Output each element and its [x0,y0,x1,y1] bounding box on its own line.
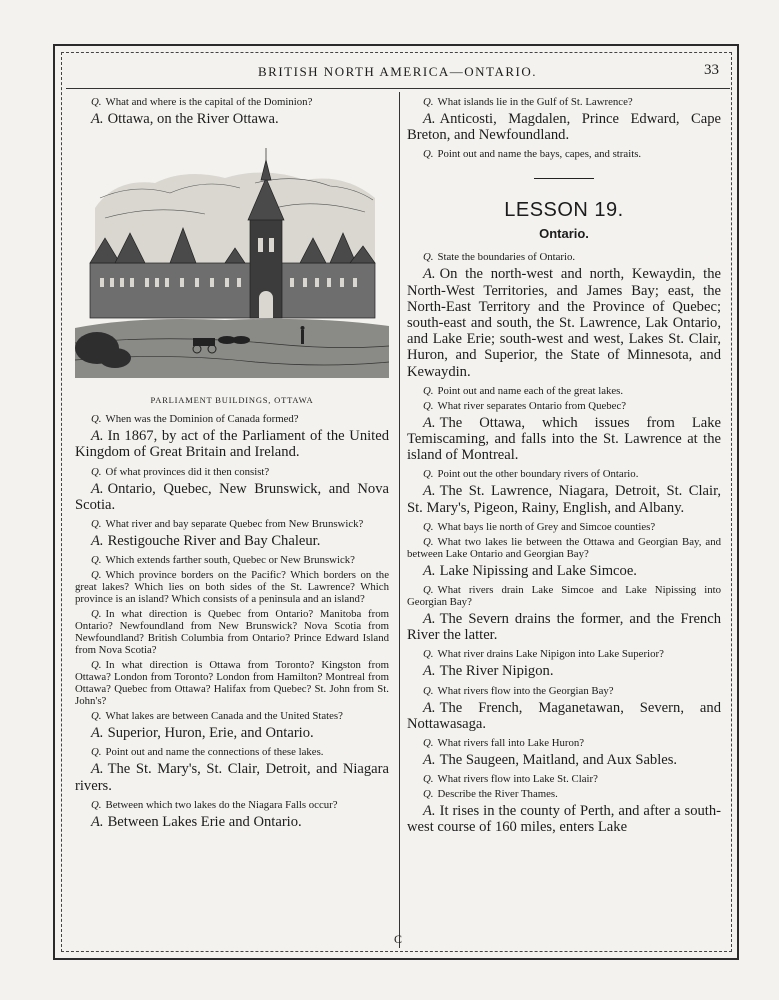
question-marker: Q. [423,773,434,786]
right-column-bottom [407,251,721,835]
answer-marker: A. [423,663,436,680]
question-marker: Q. [91,659,102,672]
question-marker: Q. [91,518,102,531]
header-rule [66,88,730,89]
entry-text: What river drains Lake Nipigon into Lake Superior? [437,648,664,661]
entry-text: The St. Lawrence, Niagara, Detroit, St. Clair, St. Mary's, Pigeon, Rainy, English, and Albany. [407,483,721,516]
entry-text: What lakes are between Canada and the United States? [105,710,343,723]
answer-marker: A. [91,480,104,497]
question-text [407,148,721,160]
left-column [75,96,389,835]
question-text [407,685,721,697]
entry-text: Lake Nipissing and Lake Simcoe. [439,562,637,579]
answer-marker: A. [91,428,104,445]
question-text [75,710,389,722]
entry-text: The St. Mary's, St. Clair, Detroit, and Niagara rivers. [75,761,389,794]
question-text [407,521,721,533]
answer-text [407,663,721,679]
entry-text: What two lakes lie between the Ottawa and Georgian Bay, and between Lake Ontario and Georgian Bay? [407,535,721,560]
answer-marker: A. [423,266,436,283]
question-marker: Q. [91,413,102,426]
question-marker: Q. [91,746,102,759]
question-marker: Q. [91,710,102,723]
answer-text [407,700,721,732]
parliament-buildings-illustration [75,138,389,388]
question-marker: Q. [423,648,434,661]
right-column [407,96,721,841]
answer-text [75,533,389,549]
question-marker: Q. [423,788,434,801]
entry-text: It rises in the county of Perth, and after a south-west course of 160 miles, enters Lake [407,803,721,836]
entry-text: The Ottawa, which issues from Lake Temiscaming, and falls into the St. Lawrence at the island of Montreal. [407,414,721,464]
signature-mark: C [394,932,403,946]
question-text [407,584,721,608]
entry-text: The Severn drains the former, and the French River the latter. [407,611,721,644]
answer-marker: A. [91,761,104,778]
answer-text [407,415,721,464]
question-text [75,659,389,707]
right-column-top [407,96,721,160]
entry-text: Point out and name each of the great lakes. [437,384,624,397]
question-text [75,554,389,566]
entry-text: Of what provinces did it then consist? [105,465,270,478]
question-marker: Q. [423,251,434,264]
question-marker: Q. [423,684,434,697]
question-text [407,468,721,480]
question-marker: Q. [423,399,434,412]
entry-text: What river separates Ontario from Quebec? [437,399,627,412]
question-marker: Q. [423,96,434,108]
entry-text: What rivers flow into Lake St. Clair? [437,773,598,786]
question-marker: Q. [91,554,102,567]
section-separator [534,178,594,179]
entry-text: What river and bay separate Quebec from New Brunswick? [105,518,364,531]
question-text [75,569,389,605]
question-text [75,799,389,811]
answer-text [75,428,389,460]
answer-text [75,481,389,513]
entry-text: What islands lie in the Gulf of St. Lawrence? [437,96,633,108]
entry-text: Point out and name the connections of these lakes. [105,746,324,759]
running-title: BRITISH NORTH AMERICA—ONTARIO. [258,64,537,79]
answer-marker: A. [423,752,436,769]
question-marker: Q. [91,798,102,811]
entry-text: What bays lie north of Grey and Simcoe counties? [437,520,656,533]
entry-text: What rivers fall into Lake Huron? [437,737,585,750]
question-text [407,773,721,785]
answer-marker: A. [423,414,436,431]
question-text [407,788,721,800]
column-divider [399,92,400,948]
answer-text [75,814,389,830]
answer-marker: A. [423,562,436,579]
question-marker: Q. [423,535,434,548]
question-text [407,737,721,749]
entry-text: What and where is the capital of the Dominion? [105,96,313,108]
answer-marker: A. [91,813,104,830]
question-text [407,536,721,560]
question-text [407,96,721,108]
question-marker: Q. [91,569,102,582]
entry-text: Ontario, Quebec, New Brunswick, and Nova Scotia. [75,480,389,513]
answer-marker: A. [423,611,436,628]
question-text [75,413,389,425]
answer-text [407,752,721,768]
question-text [407,648,721,660]
entry-text: Describe the River Thames. [437,788,558,801]
question-text [407,400,721,412]
entry-text: In what direction is Ottawa from Toronto? Kingston from Ottawa? London from Toronto? London from Hamilton? Montreal from Ottawa? Quebec from Ottawa? Halifax from Quebec? St. John from St. John's? [75,659,389,708]
answer-marker: A. [91,725,104,742]
answer-text [407,111,721,143]
answer-marker: A. [423,699,436,716]
entry-text: Ottawa, on the River Ottawa. [107,111,279,127]
answer-text [75,111,389,127]
answer-text [407,563,721,579]
lesson-title: LESSON 19. [504,199,624,222]
entry-text: The French, Maganetawan, Severn, and Nottawasaga. [407,699,721,732]
entry-text: Which province borders on the Pacific? Which borders on the great lakes? Which lies on both sides of the St. Lawrence? Which province is an island? Which consists of a peninsula and an island? [75,569,389,606]
question-text [75,746,389,758]
question-marker: Q. [423,737,434,750]
answer-marker: A. [91,111,104,127]
entry-text: On the north-west and north, Kewaydin, the North-West Territories, and James Bay; east, the North-East Territory and the Province of Quebec; south-east and south, the St. Lawrence, Lak Ontario, and Lake Erie; south-west and west, Lakes St. Clair, Huron, and Superior, the State of Minnesota, and Kewaydin. [407,266,721,380]
question-marker: Q. [423,520,434,533]
entry-text: Restigouche River and Bay Chaleur. [107,533,321,550]
entry-text: Point out and name the bays, capes, and straits. [437,148,642,161]
question-marker: Q. [91,608,102,621]
question-text [75,96,389,108]
answer-marker: A. [423,483,436,500]
entry-text: Which extends farther south, Quebec or New Brunswick? [105,554,355,567]
question-text [75,466,389,478]
answer-marker: A. [91,533,104,550]
entry-text: The Saugeen, Maitland, and Aux Sables. [439,752,678,769]
question-marker: Q. [91,465,102,478]
question-marker: Q. [423,384,434,397]
entry-text: What rivers flow into the Georgian Bay? [437,684,614,697]
entry-text: Superior, Huron, Erie, and Ontario. [107,725,314,742]
question-marker: Q. [423,148,434,161]
entry-text: In 1867, by act of the Parliament of the United Kingdom of Great Britain and Ireland. [75,428,389,461]
answer-text [407,266,721,379]
answer-text [75,761,389,793]
answer-text [407,803,721,835]
running-header [70,64,725,84]
page-number: 33 [704,62,719,78]
question-text [75,608,389,656]
answer-text [407,611,721,643]
question-marker: Q. [91,96,102,108]
entry-text: Point out the other boundary rivers of Ontario. [437,468,639,481]
question-marker: Q. [423,584,434,597]
entry-text: Anticosti, Magdalen, Prince Edward, Cape Breton, and Newfoundland. [407,111,721,144]
entry-text: When was the Dominion of Canada formed? [105,413,299,426]
illustration-caption: PARLIAMENT BUILDINGS, OTTAWA [150,395,314,406]
entry-text: Between which two lakes do the Niagara Falls occur? [105,798,338,811]
question-text [407,251,721,263]
answer-marker: A. [423,803,436,820]
entry-text: The River Nipigon. [439,663,554,680]
entry-text: In what direction is Quebec from Ontario? Manitoba from Ontario? Newfoundland from New Brunswick? Nova Scotia from Newfoundland? British Columbia from Ontario? Prince Edward Island from Nova Scotia? [75,608,389,657]
lesson-subtitle: Ontario. [539,226,589,242]
entry-text: What rivers drain Lake Simcoe and Lake Nipissing into Georgian Bay? [407,584,721,609]
foreground-ground [75,319,389,378]
answer-marker: A. [423,111,436,127]
answer-text [75,725,389,741]
question-text [75,518,389,530]
question-marker: Q. [423,468,434,481]
entry-text: Between Lakes Erie and Ontario. [107,813,302,830]
entry-text: State the boundaries of Ontario. [437,251,576,264]
answer-text [407,483,721,515]
question-text [407,385,721,397]
